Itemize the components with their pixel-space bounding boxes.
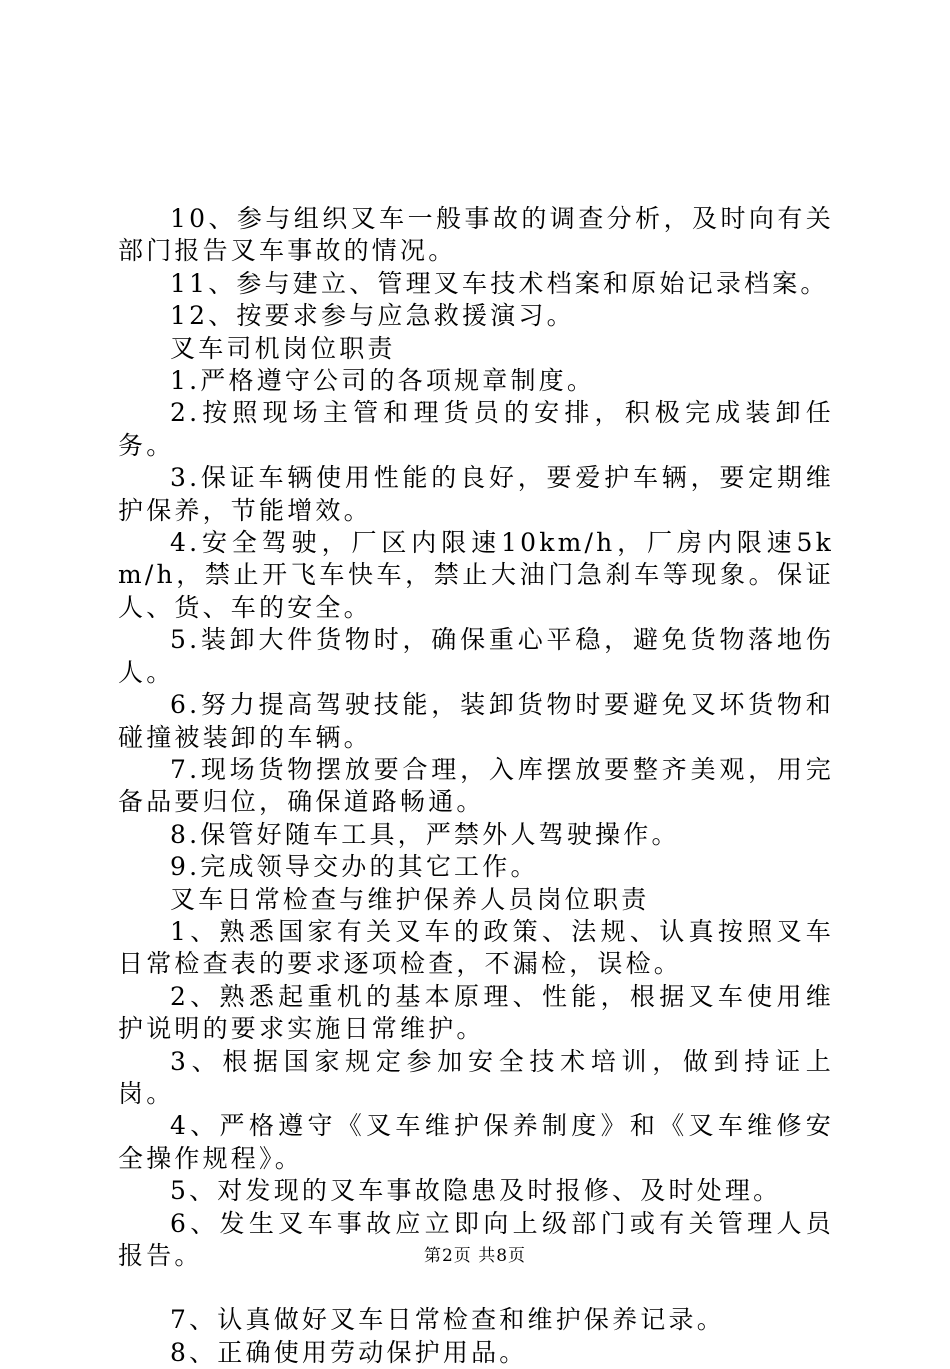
maintenance-duty-8: 8、正确使用劳动保护用品。 [170,1337,528,1367]
section-heading-maintenance-duties: 叉车日常检查与维护保养人员岗位职责 [170,884,650,914]
driver-duty-9: 9.完成领导交办的其它工作。 [170,852,539,882]
page-number-footer: 第2页 共8页 [423,1246,527,1266]
maintenance-duty-4: 4、严格遵守《叉车维护保养制度》和《叉车维修安全操作规程》。 [118,1111,834,1173]
driver-duty-7: 7.现场货物摆放要合理，入库摆放要整齐美观，用完备品要归位，确保道路畅通。 [118,754,834,817]
document-body [118,203,834,1369]
driver-duty-5: 5.装卸大件货物时，确保重心平稳，避免货物落地伤人。 [118,625,834,687]
maintenance-duty-1: 1、熟悉国家有关叉车的政策、法规、认真按照叉车日常检查表的要求逐项检查，不漏检，误检。 [118,916,834,979]
driver-duty-3: 3.保证车辆使用性能的良好，要爱护车辆，要定期维护保养，节能增效。 [118,463,834,525]
driver-duty-8: 8.保管好随车工具，严禁外人驾驶操作。 [170,819,680,849]
driver-duty-4: 4.安全驾驶，厂区内限速10km/h，厂房内限速5km/h，禁止开飞车快车，禁止大油门急刹车等现象。保证人、货、车的安全。 [118,528,834,622]
paragraph-item-10: 10、参与组织叉车一般事故的调查分析，及时向有关部门报告叉车事故的情况。 [118,204,834,266]
driver-duty-1: 1.严格遵守公司的各项规章制度。 [170,366,596,396]
section-heading-driver-duties: 叉车司机岗位职责 [170,333,396,363]
maintenance-duty-7: 7、认真做好叉车日常检查和维护保养记录。 [170,1305,725,1335]
paragraph-item-11: 11、参与建立、管理叉车技术档案和原始记录档案。 [170,268,829,298]
maintenance-duty-6: 6、发生叉车事故应立即向上级部门或有关管理人员报告。 [118,1208,834,1270]
paragraph-item-12: 12、按要求参与应急救援演习。 [170,301,575,331]
maintenance-duty-5: 5、对发现的叉车事故隐患及时报修、及时处理。 [170,1176,782,1206]
driver-duty-6: 6.努力提高驾驶技能，装卸货物时要避免叉坏货物和碰撞被装卸的车辆。 [118,690,834,752]
maintenance-duty-3: 3、根据国家规定参加安全技术培训，做到持证上岗。 [118,1046,834,1108]
maintenance-duty-2: 2、熟悉起重机的基本原理、性能，根据叉车使用维护说明的要求实施日常维护。 [118,981,834,1044]
driver-duty-2: 2.按照现场主管和理货员的安排，积极完成装卸任务。 [118,398,834,460]
